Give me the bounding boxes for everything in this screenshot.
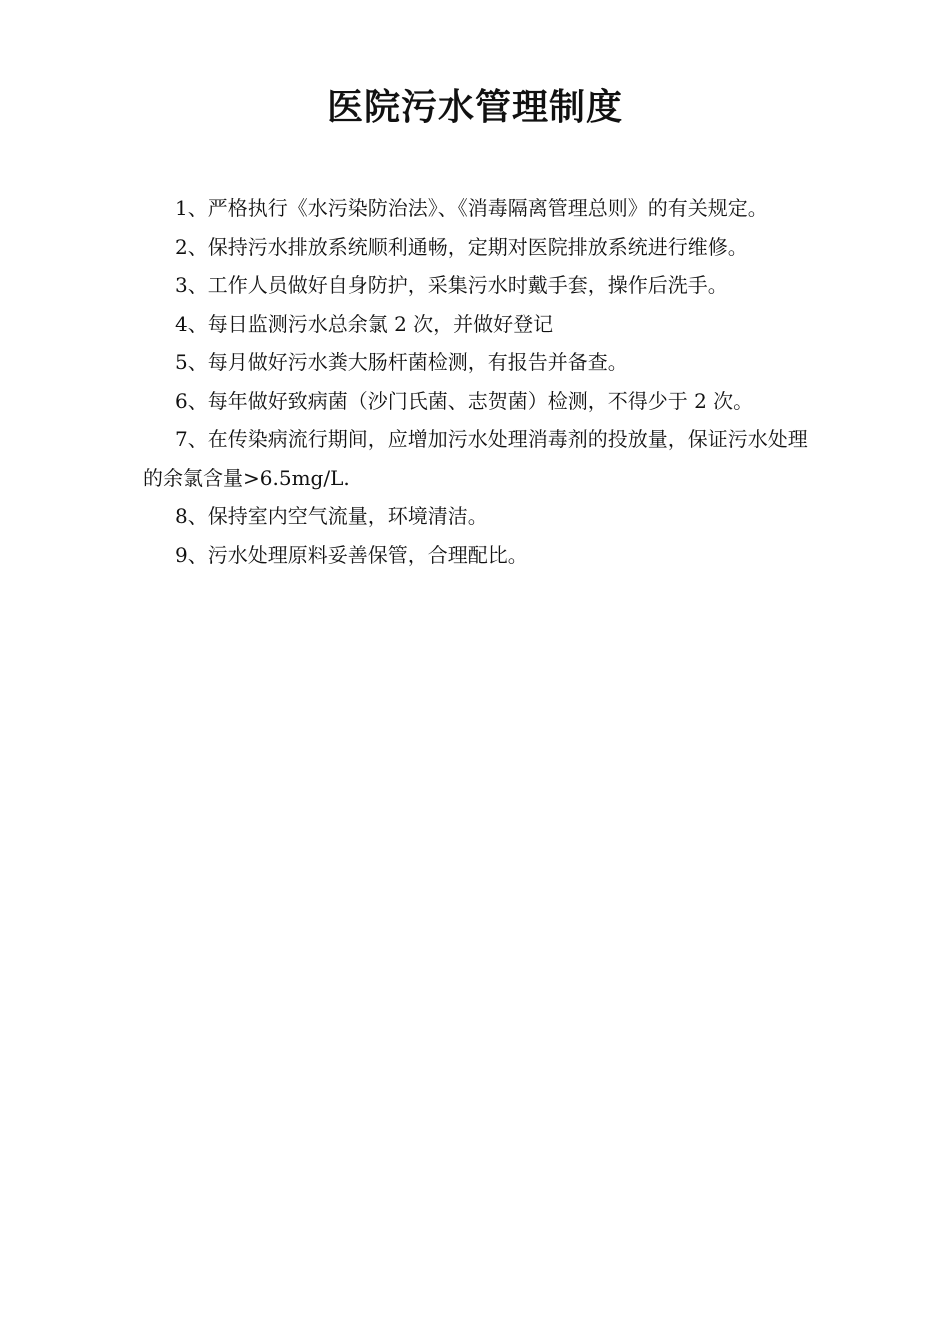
- rule-item-5: 5、每月做好污水粪大肠杆菌检测，有报告并备查。: [175, 350, 628, 374]
- rule-item-9: 9、污水处理原料妥善保管，合理配比。: [175, 542, 528, 567]
- rule-item-2: 2、保持污水排放系统顺利通畅，定期对医院排放系统进行维修。: [175, 234, 748, 259]
- document-title: 医院污水管理制度: [326, 86, 623, 128]
- rule-item-1: 1、严格执行《水污染防治法》、《消毒隔离管理总则》的有关规定。: [175, 196, 768, 220]
- document-body: [143, 189, 823, 574]
- rule-item-3: 3、工作人员做好自身防护，采集污水时戴手套，操作后洗手。: [175, 273, 728, 297]
- rule-item-6: 6、每年做好致病菌（沙门氏菌、志贺菌）检测，不得少于 2 次。: [175, 388, 754, 413]
- rule-item-4: 4、每日监测污水总余氯 2 次，并做好登记: [175, 311, 554, 336]
- rule-item-8: 8、保持室内空气流量，环境清洁。: [175, 504, 488, 528]
- rule-item-7: 7、在传染病流行期间，应增加污水处理消毒剂的投放量，保证污水处理的余氯含量>6.5mg/L.: [143, 427, 808, 490]
